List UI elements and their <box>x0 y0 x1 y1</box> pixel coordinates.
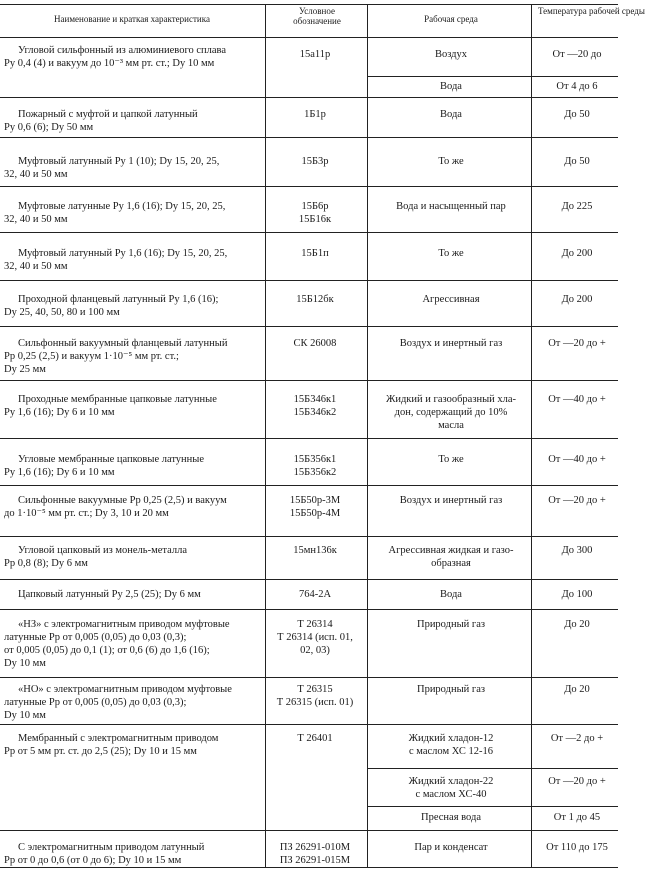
valve-designation-line: СК 26008 <box>293 338 337 349</box>
working-medium-line: Жидкий хладон-12 <box>408 733 494 744</box>
valve-designation-line: Т 26315 (исп. 01) <box>276 697 354 708</box>
medium-temperature-line: От —20 до + <box>548 776 606 787</box>
medium-temperature-line: До 200 <box>561 294 593 305</box>
valve-description-line: Pу 1,6 (16); Dу 6 и 10 мм <box>4 467 115 478</box>
medium-temperature-line: От 1 до 45 <box>553 812 601 823</box>
row-rule <box>0 137 618 138</box>
valve-description <box>4 588 260 601</box>
working-medium <box>374 588 528 601</box>
valve-description-line: Pу 0,4 (4) и вакуум до 10⁻³ мм рт. ст.; Dу 10 мм <box>4 58 215 69</box>
medium-temperature-line: От —20 до <box>552 49 602 60</box>
medium-temperature <box>532 200 622 213</box>
medium-temperature-line: До 200 <box>561 248 593 259</box>
medium-temperature-line: До 300 <box>561 545 593 556</box>
valve-description <box>4 494 260 520</box>
valve-description <box>4 393 260 419</box>
valve-description-line: Муфтовый латунный Pу 1 (10); Dу 15, 20, 25, <box>18 156 220 167</box>
valve-designation-line: ПЗ 26291-010М <box>279 842 351 853</box>
valve-description-line: Угловой сильфонный из алюминиевого сплава <box>18 45 227 56</box>
valve-description <box>4 108 260 134</box>
working-medium-line: Вода <box>440 589 462 600</box>
medium-temperature <box>532 293 622 306</box>
valve-description-line: 32, 40 и 50 мм <box>4 169 68 180</box>
medium-temperature-line: От —40 до + <box>548 394 606 405</box>
valve-description <box>4 44 260 70</box>
valve-designation-line: 15Б6р <box>301 201 329 212</box>
valve-designation <box>266 544 364 557</box>
working-medium-line: Пресная вода <box>421 812 481 823</box>
valve-designation-line: ПЗ 26291-015М <box>279 855 351 866</box>
working-medium <box>374 155 528 168</box>
row-rule <box>0 609 618 610</box>
valve-designation <box>266 588 364 601</box>
working-medium <box>374 293 528 306</box>
row-rule <box>0 830 618 831</box>
medium-temperature-line: От 4 до 6 <box>556 81 598 92</box>
working-medium-line: Природный газ <box>416 619 486 630</box>
working-medium-line: Природный газ <box>416 684 486 695</box>
table-bottom-rule <box>0 867 618 868</box>
valve-description-line: Пожарный с муфтой и цапкой латунный <box>18 109 198 120</box>
medium-temperature <box>532 80 622 93</box>
working-medium <box>374 393 528 432</box>
medium-temperature <box>532 337 622 350</box>
valve-designation <box>266 393 364 419</box>
working-medium-line: Вода <box>440 109 462 120</box>
valve-description-line: Pр от 5 мм рт. ст. до 2,5 (25); Dу 10 и 15 мм <box>4 746 197 757</box>
medium-temperature-line: От —2 до + <box>550 733 604 744</box>
row-rule <box>0 97 618 98</box>
valve-description <box>4 732 260 758</box>
working-medium <box>374 494 528 507</box>
valve-description-line: Сильфонный вакуумный фланцевый латунный <box>18 338 228 349</box>
medium-temperature <box>532 732 622 745</box>
valve-description-line: латунные Pр от 0,005 (0,05) до 0,03 (0,3); <box>4 632 187 643</box>
row-rule <box>0 724 618 725</box>
valve-description-line: от 0,005 (0,05) до 0,1 (1); от 0,6 (6) до 1,6 (16); <box>4 645 210 656</box>
valve-designation <box>266 337 364 350</box>
valve-designation-line: 15Б356к1 <box>293 454 337 465</box>
working-medium-line: Воздух и инертный газ <box>399 338 503 349</box>
medium-temperature-line: От —20 до + <box>548 338 606 349</box>
working-medium <box>374 80 528 93</box>
valve-description-line: Мембранный с электромагнитным приводом <box>18 733 219 744</box>
valve-designation <box>266 48 364 61</box>
row-rule <box>0 280 618 281</box>
valve-description-line: Pу 0,6 (6); Dу 50 мм <box>4 122 94 133</box>
medium-temperature <box>532 841 622 854</box>
valve-designation <box>266 200 364 226</box>
valve-designation-line: Т 26401 <box>297 733 333 744</box>
valve-description-line: «НЗ» с электромагнитным приводом муфтовые <box>18 619 230 630</box>
row-rule <box>0 579 618 580</box>
valve-designation-line: 1Б1р <box>304 109 326 120</box>
header-rule <box>0 37 618 38</box>
medium-temperature <box>532 108 622 121</box>
valve-designation <box>266 247 364 260</box>
working-medium <box>374 200 528 213</box>
valve-description-line: Pр 0,8 (8); Dу 6 мм <box>4 558 88 569</box>
row-rule <box>0 536 618 537</box>
header-medium: Рабочая среда <box>424 14 478 24</box>
working-medium <box>374 108 528 121</box>
valve-description-line: Pр от 0 до 0,6 (от 0 до 6); Dу 10 и 15 мм <box>4 855 182 866</box>
working-medium <box>374 841 528 854</box>
valve-description <box>4 200 260 226</box>
valve-designation-line: 15Б50р-4М <box>289 508 341 519</box>
working-medium-line: с маслом ХС-40 <box>415 789 487 800</box>
sub-row-rule <box>367 806 618 807</box>
working-medium <box>374 453 528 466</box>
valve-designation <box>266 732 364 745</box>
working-medium-line: дон, содержащий до 10% <box>394 407 508 418</box>
valve-designation-line: 15а11р <box>299 49 331 60</box>
table-top-rule <box>0 4 618 5</box>
valve-description-line: Проходной фланцевый латунный Pу 1,6 (16); <box>18 294 219 305</box>
medium-temperature <box>532 775 622 788</box>
medium-temperature-line: До 225 <box>561 201 593 212</box>
valve-designation-line: 15Б346к2 <box>293 407 337 418</box>
working-medium-line: Агрессивная жидкая и газо- <box>388 545 514 556</box>
working-medium-line: с маслом ХС 12-16 <box>408 746 494 757</box>
row-rule <box>0 485 618 486</box>
valve-description-line: Pу 1,6 (16); Dу 6 и 10 мм <box>4 407 115 418</box>
header-designation: Условное обозначение <box>293 6 341 26</box>
row-rule <box>0 186 618 187</box>
valve-designation-line: Т 26315 <box>297 684 333 695</box>
medium-temperature <box>532 393 622 406</box>
medium-temperature-line: От —40 до + <box>548 454 606 465</box>
working-medium-line: То же <box>438 454 464 465</box>
working-medium <box>374 683 528 696</box>
valve-description <box>4 293 260 319</box>
working-medium-line: Пар и конденсат <box>414 842 488 853</box>
valve-description-line: Угловой цапковый из монель-металла <box>18 545 187 556</box>
working-medium-line: То же <box>438 156 464 167</box>
working-medium-line: Жидкий и газообразный хла- <box>385 394 517 405</box>
sub-row-rule <box>367 76 618 77</box>
working-medium <box>374 247 528 260</box>
working-medium-line: масла <box>438 420 464 431</box>
valve-description-line: Dу 25 мм <box>4 364 46 375</box>
valve-designation-line: 02, 03) <box>300 645 330 656</box>
row-rule <box>0 232 618 233</box>
medium-temperature <box>532 247 622 260</box>
working-medium <box>374 811 528 824</box>
row-rule <box>0 326 618 327</box>
working-medium-line: Воздух и инертный газ <box>399 495 503 506</box>
medium-temperature-line: До 20 <box>564 684 590 695</box>
valve-description-line: латунные Pр от 0,005 (0,05) до 0,03 (0,3); <box>4 697 187 708</box>
working-medium <box>374 775 528 801</box>
valve-description <box>4 683 260 722</box>
valve-description-line: С электромагнитным приводом латунный <box>18 842 205 853</box>
valve-designation-line: 15мн136к <box>293 545 337 556</box>
medium-temperature-line: До 20 <box>564 619 590 630</box>
valve-designation-line: 15Б3р <box>301 156 329 167</box>
valve-designation-line: 15Б356к2 <box>293 467 337 478</box>
medium-temperature-line: До 100 <box>561 589 593 600</box>
medium-temperature <box>532 155 622 168</box>
valve-description-line: 32, 40 и 50 мм <box>4 261 68 272</box>
valve-designation <box>266 494 364 520</box>
working-medium-line: Агрессивная <box>422 294 480 305</box>
valve-designation-line: 15Б1п <box>301 248 329 259</box>
valve-description <box>4 841 260 867</box>
medium-temperature-line: До 50 <box>564 109 590 120</box>
valve-description <box>4 618 260 670</box>
medium-temperature <box>532 588 622 601</box>
valve-description <box>4 337 260 376</box>
medium-temperature-line: От 110 до 175 <box>546 842 608 853</box>
valve-designation <box>266 293 364 306</box>
valve-description-line: 32, 40 и 50 мм <box>4 214 68 225</box>
valve-designation-line: 15Б50р-3М <box>289 495 341 506</box>
valve-description-line: до 1·10⁻⁵ мм рт. ст.; Dу 3, 10 и 20 мм <box>4 508 169 519</box>
row-rule <box>0 438 618 439</box>
valve-designation-line: 764-2А <box>298 589 332 600</box>
working-medium-line: образная <box>431 558 471 569</box>
working-medium <box>374 48 528 61</box>
valve-designation-line: 15Б346к1 <box>293 394 337 405</box>
sub-row-rule <box>367 768 618 769</box>
medium-temperature <box>532 618 622 631</box>
working-medium-line: Жидкий хладон-22 <box>408 776 494 787</box>
valve-description <box>4 544 260 570</box>
valve-description-line: Dу 25, 40, 50, 80 и 100 мм <box>4 307 120 318</box>
valve-designation <box>266 453 364 479</box>
valve-description-line: Dу 10 мм <box>4 710 46 721</box>
row-rule <box>0 380 618 381</box>
medium-temperature <box>532 544 622 557</box>
column-divider <box>367 4 368 868</box>
valve-description-line: Dу 10 мм <box>4 658 46 669</box>
working-medium-line: Вода <box>440 81 462 92</box>
medium-temperature <box>532 453 622 466</box>
working-medium <box>374 544 528 570</box>
valve-description <box>4 155 260 181</box>
working-medium <box>374 618 528 631</box>
row-rule <box>0 677 618 678</box>
valve-designation <box>266 155 364 168</box>
valve-designation-line: Т 26314 <box>297 619 333 630</box>
valve-designation-line: 15Б12бк <box>296 294 334 305</box>
valve-designation <box>266 841 364 867</box>
valve-description <box>4 453 260 479</box>
valve-description-line: Угловые мембранные цапковые латунные <box>18 454 205 465</box>
medium-temperature-line: От —20 до + <box>548 495 606 506</box>
medium-temperature <box>532 48 622 61</box>
header-name: Наименование и краткая характеристика <box>54 14 210 24</box>
medium-temperature <box>532 494 622 507</box>
medium-temperature <box>532 683 622 696</box>
medium-temperature-line: До 50 <box>564 156 590 167</box>
valve-description-line: Цапковый латунный Pу 2,5 (25); Dу 6 мм <box>18 589 201 600</box>
working-medium <box>374 337 528 350</box>
working-medium-line: Воздух <box>434 49 468 60</box>
valve-designation-line: 15Б16к <box>298 214 332 225</box>
valve-description-line: Сильфонные вакуумные Pр 0,25 (2,5) и вакуум <box>18 495 227 506</box>
valve-description-line: Муфтовый латунный Pу 1,6 (16); Dу 15, 20, 25, <box>18 248 228 259</box>
valve-description-line: Проходные мембранные цапковые латунные <box>18 394 217 405</box>
valve-designation <box>266 618 364 657</box>
valve-designation <box>266 108 364 121</box>
valve-description <box>4 247 260 273</box>
working-medium-line: Вода и насыщенный пар <box>396 201 506 212</box>
valve-designation-line: Т 26314 (исп. 01, <box>277 632 353 643</box>
working-medium-line: То же <box>438 248 464 259</box>
valve-description-line: Муфтовые латунные Pу 1,6 (16); Dу 15, 20, 25, <box>18 201 226 212</box>
valve-designation <box>266 683 364 709</box>
medium-temperature <box>532 811 622 824</box>
valve-description-line: «НО» с электромагнитным приводом муфтовые <box>18 684 232 695</box>
header-temperature: Температура рабочей среды <box>538 6 645 16</box>
valve-description-line: Pр 0,25 (2,5) и вакуум 1·10⁻⁵ мм рт. ст.; <box>4 351 179 362</box>
working-medium <box>374 732 528 758</box>
